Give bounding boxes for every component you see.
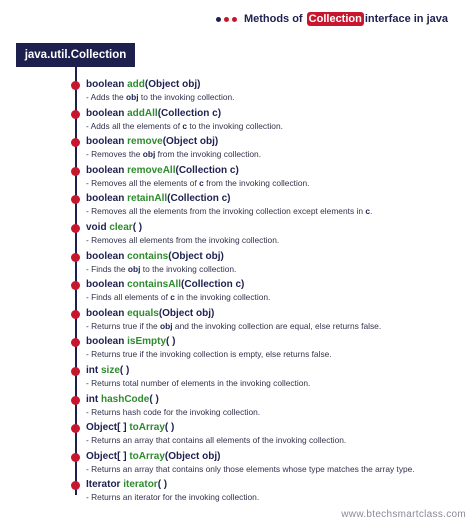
method-params: ( ): [132, 222, 143, 233]
bullet-icon: [71, 396, 80, 405]
description-text: - Removes all elements from the invoking collection.: [86, 235, 280, 245]
bullet-icon: [71, 281, 80, 290]
method-name: addAll: [127, 107, 158, 119]
return-type: boolean: [86, 164, 125, 176]
method-name: equals: [127, 307, 159, 319]
dot-icon: [232, 17, 237, 22]
description-emphasis: c: [182, 120, 188, 131]
method-name: toArray: [129, 450, 165, 462]
bullet-icon: [71, 453, 80, 462]
method-params: (Collection c): [167, 193, 231, 205]
return-type: Object[ ]: [86, 450, 127, 462]
method-params: (Object obj): [168, 250, 224, 262]
method-signature: [86, 393, 159, 407]
method-params: ( ): [166, 336, 176, 348]
method-params: ( ): [119, 365, 130, 376]
header-suffix: interface in java: [364, 13, 448, 25]
method-description: [86, 120, 283, 132]
method-item: [0, 221, 474, 249]
return-type: boolean: [86, 250, 125, 262]
description-text: - Returns true if the invoking collection is empty, else returns false.: [86, 349, 332, 360]
method-description: [86, 148, 261, 160]
method-item: [0, 164, 474, 192]
description-emphasis: c: [199, 177, 204, 188]
method-description: [86, 406, 260, 418]
method-signature: [86, 250, 224, 264]
return-type: boolean: [86, 336, 125, 348]
method-signature: [86, 221, 142, 235]
method-name: size: [101, 365, 120, 376]
footer-url: www.btechsmartclass.com: [341, 509, 466, 520]
description-text: - Returns an array that contains only those elements whose type matches the array type.: [86, 463, 415, 474]
description-text: - Removes the: [86, 149, 143, 160]
header-dots: [216, 17, 237, 22]
method-signature: [86, 335, 175, 349]
bullet-icon: [71, 310, 80, 319]
method-name: clear: [109, 222, 133, 233]
method-name: hashCode: [101, 393, 150, 405]
return-type: boolean: [86, 107, 125, 119]
description-text: to the invoking collection.: [138, 92, 235, 102]
method-params: ( ): [164, 422, 175, 434]
method-description: [86, 434, 346, 446]
method-item: [0, 250, 474, 278]
bullet-icon: [71, 195, 80, 204]
method-item: [0, 421, 474, 449]
method-params: (Collection c): [175, 164, 239, 176]
method-description: [86, 177, 309, 189]
method-params: (Object obj): [144, 79, 201, 90]
return-type: boolean: [86, 279, 125, 291]
description-text: - Finds the: [86, 263, 128, 274]
method-item: [0, 307, 474, 335]
method-item: [0, 478, 474, 506]
description-text: - Removes all the elements from the invoking collection except elements in: [86, 206, 366, 217]
description-text: - Returns an iterator for the invoking collection.: [86, 492, 260, 503]
method-signature: [86, 478, 167, 492]
method-params: (Collection c): [157, 107, 222, 119]
method-name: remove: [127, 136, 163, 148]
method-description: [86, 377, 310, 389]
description-emphasis: obj: [127, 263, 141, 274]
bullet-icon: [71, 81, 80, 90]
method-name: iterator: [123, 479, 158, 491]
description-text: - Returns total number of elements in the invoking collection.: [86, 378, 311, 388]
description-emphasis: c: [170, 292, 175, 303]
bullet-icon: [71, 367, 80, 376]
description-emphasis: c: [365, 206, 370, 217]
bullet-icon: [71, 253, 80, 262]
return-type: boolean: [86, 79, 125, 90]
method-item: [0, 135, 474, 163]
description-text: - Finds all elements of: [86, 292, 171, 303]
method-signature: [86, 450, 220, 464]
method-name: toArray: [129, 422, 165, 434]
method-name: removeAll: [127, 164, 176, 176]
method-name: retainAll: [127, 193, 168, 205]
return-type: boolean: [86, 136, 125, 148]
method-params: ( ): [157, 479, 168, 491]
method-description: [86, 291, 270, 303]
method-params: (Object obj): [162, 136, 219, 148]
bullet-icon: [71, 224, 80, 233]
method-name: contains: [127, 250, 169, 262]
description-text: - Returns true if the: [86, 320, 161, 331]
page-header: [216, 10, 448, 28]
description-text: to the invoking collection.: [140, 263, 237, 274]
description-emphasis: obj: [142, 149, 156, 160]
method-description: [86, 491, 259, 503]
method-name: isEmpty: [127, 336, 167, 348]
description-text: from the invoking collection.: [155, 149, 262, 160]
title-box: [16, 43, 135, 67]
method-signature: [86, 135, 218, 149]
method-description: [86, 91, 235, 103]
method-signature: [86, 307, 214, 321]
method-signature: [86, 421, 174, 435]
method-signature: [86, 192, 230, 206]
return-type: boolean: [86, 307, 125, 319]
header-prefix: Methods of: [243, 13, 303, 25]
return-type: boolean: [86, 193, 125, 205]
method-name: containsAll: [127, 279, 182, 291]
return-type: void: [86, 222, 107, 233]
method-item: [0, 278, 474, 306]
method-params: ( ): [149, 393, 159, 405]
method-item: [0, 192, 474, 220]
bullet-icon: [71, 167, 80, 176]
bullet-icon: [71, 424, 80, 433]
method-item: [0, 78, 474, 106]
description-text: - Adds the: [86, 92, 127, 102]
bullet-icon: [71, 110, 80, 119]
bullet-icon: [71, 338, 80, 347]
method-params: (Object obj): [164, 450, 221, 462]
description-text: in the invoking collection.: [174, 292, 271, 303]
description-text: and the invoking collection are equal, else returns false.: [172, 320, 382, 331]
method-description: [86, 234, 279, 246]
method-description: [86, 263, 236, 275]
method-params: (Object obj): [158, 307, 215, 319]
method-item: [0, 107, 474, 135]
method-signature: [86, 278, 244, 292]
description-text: - Returns hash code for the invoking collection.: [86, 406, 261, 417]
description-text: - Returns an array that contains all elements of the invoking collection.: [86, 435, 347, 446]
description-emphasis: obj: [160, 320, 173, 331]
method-description: [86, 348, 332, 360]
description-text: - Adds all the elements of: [86, 120, 183, 131]
method-item: [0, 335, 474, 363]
description-emphasis: obj: [126, 92, 139, 102]
method-signature: [86, 78, 200, 92]
description-text: .: [369, 206, 373, 217]
return-type: Iterator: [86, 479, 121, 491]
bullet-icon: [71, 481, 80, 490]
method-item: [0, 393, 474, 421]
method-params: (Collection c): [181, 279, 245, 291]
method-description: [86, 320, 381, 332]
method-item: [0, 450, 474, 478]
description-text: from the invoking collection.: [203, 177, 310, 188]
method-description: [86, 463, 415, 475]
method-description: [86, 205, 372, 217]
method-signature: [86, 364, 129, 378]
dot-icon: [216, 17, 221, 22]
return-type: int: [86, 393, 99, 405]
title-box-label: java.util.Collection: [24, 49, 127, 61]
description-text: - Removes all the elements of: [86, 177, 200, 188]
dot-icon: [224, 17, 229, 22]
description-text: to the invoking collection.: [187, 120, 283, 131]
return-type: Object[ ]: [86, 422, 127, 434]
method-signature: [86, 164, 239, 178]
bullet-icon: [71, 138, 80, 147]
method-item: [0, 364, 474, 392]
method-name: add: [127, 79, 145, 90]
header-highlight: Collection: [308, 13, 362, 25]
return-type: int: [86, 365, 99, 376]
method-signature: [86, 107, 221, 121]
